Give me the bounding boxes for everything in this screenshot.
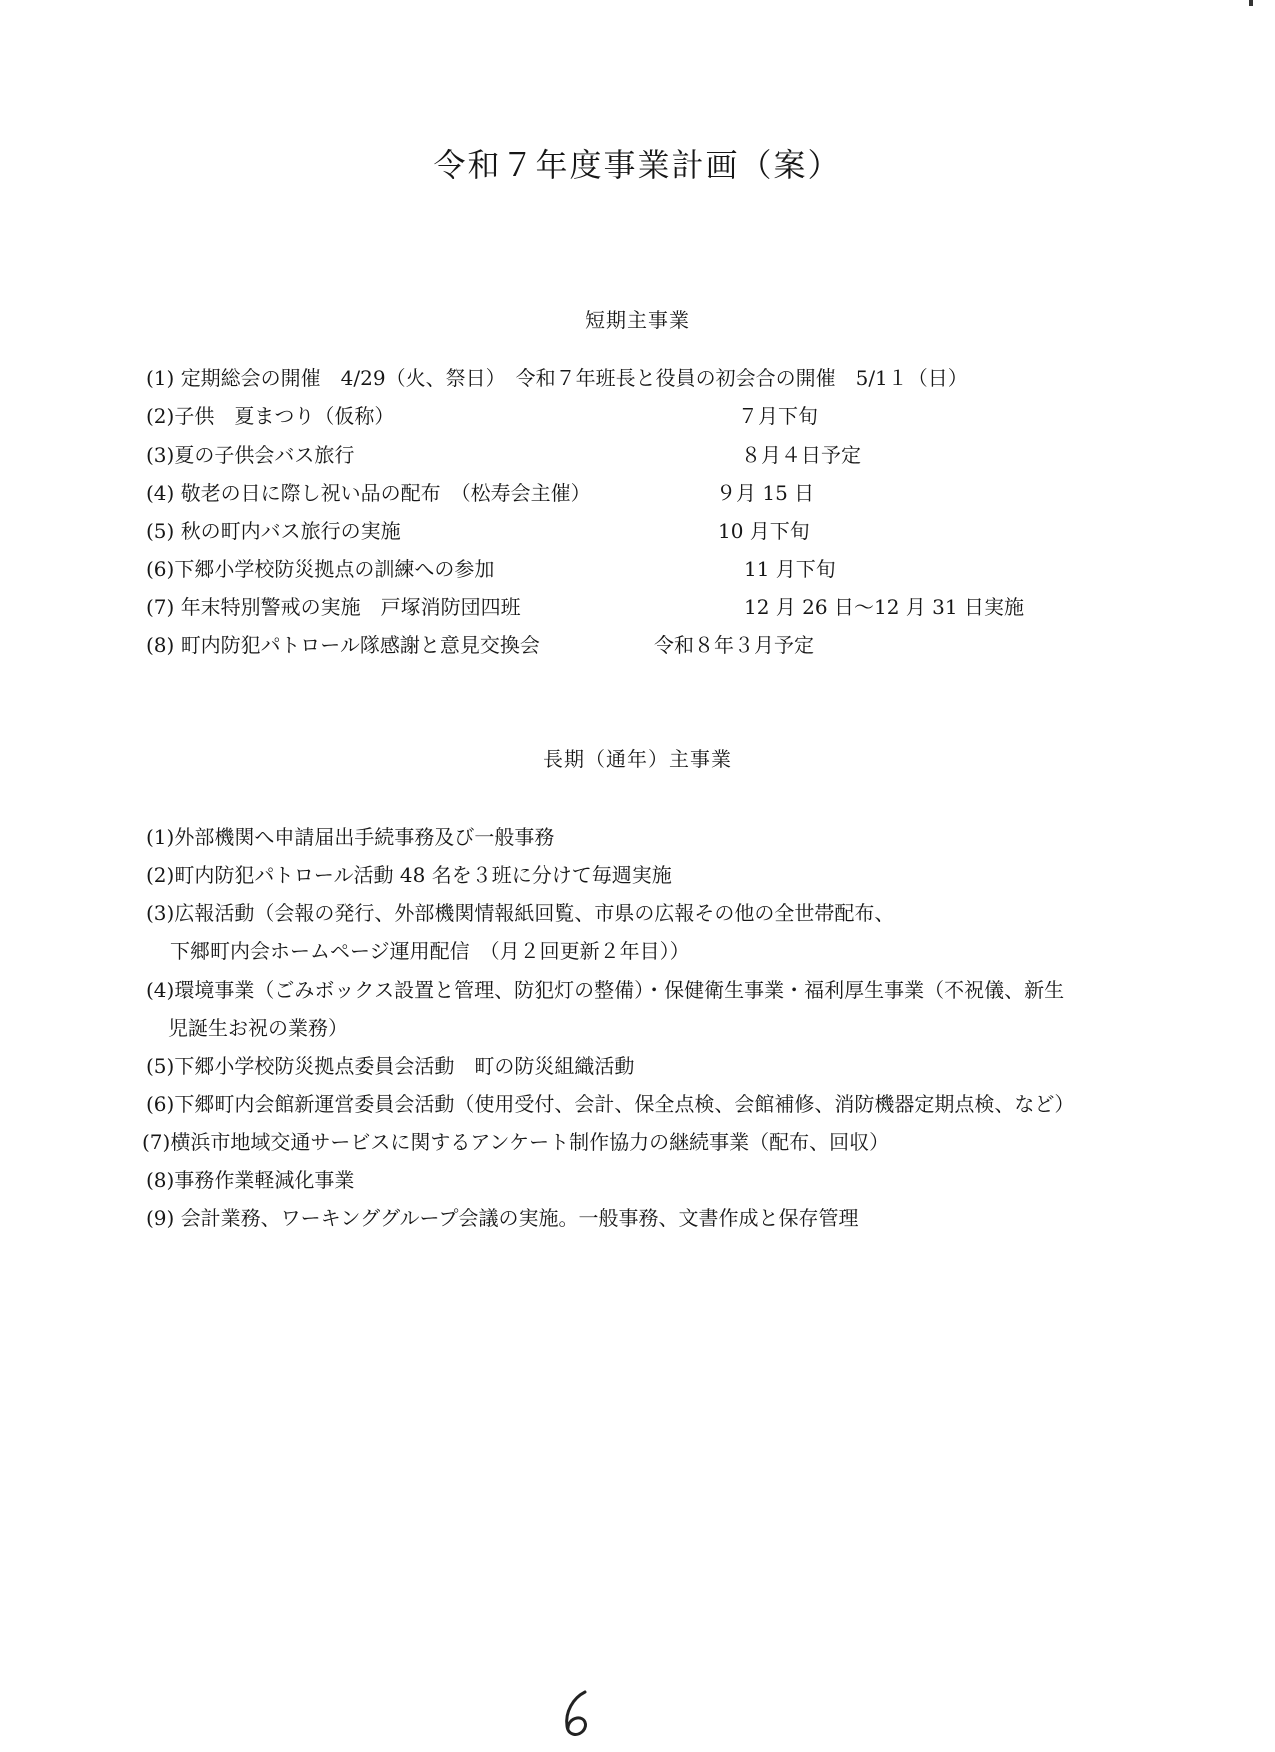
item-text: (6)下郷小学校防災拠点の訓練への参加 <box>146 557 495 581</box>
item-date: 令和８年３月予定 <box>654 633 814 657</box>
scan-edge-mark <box>1249 0 1253 6</box>
item-date: 12 月 26 日～12 月 31 日実施 <box>744 595 1024 619</box>
item-date: ８月４日予定 <box>741 443 861 467</box>
list-item: (9) 会計業務、ワーキンググループ会議の実施。一般事務、文書作成と保存管理 <box>146 1206 859 1230</box>
list-item: (6)下郷町内会館新運営委員会活動（使用受付、会計、保全点検、会館補修、消防機器定期点検、など） <box>146 1092 1075 1116</box>
list-item-continuation: 下郷町内会ホームページ運用配信 （月２回更新２年目）） <box>170 939 690 963</box>
item-text: (4) 敬老の日に際し祝い品の配布 （松寿会主催） <box>146 481 591 505</box>
page-title: 令和７年度事業計画（案） <box>433 146 842 184</box>
list-item-continuation: 児誕生お祝の業務） <box>168 1016 348 1040</box>
item-text: (8) 町内防犯パトロール隊感謝と意見交換会 <box>146 633 540 657</box>
handwritten-page-number <box>555 1688 600 1740</box>
short-term-heading: 短期主事業 <box>585 308 690 332</box>
item-text: (5) 秋の町内バス旅行の実施 <box>146 519 401 543</box>
list-item: (3)広報活動（会報の発行、外部機関情報紙回覧、市県の広報その他の全世帯配布、 <box>146 901 895 925</box>
item-date: 11 月下旬 <box>744 557 836 581</box>
list-item: (1)外部機関へ申請届出手続事務及び一般事務 <box>146 825 555 849</box>
list-item: (7)横浜市地域交通サービスに関するアンケート制作協力の継続事業（配布、回収） <box>142 1130 890 1154</box>
list-item: (5)下郷小学校防災拠点委員会活動 町の防災組織活動 <box>146 1054 635 1078</box>
long-term-heading: 長期（通年）主事業 <box>543 747 732 771</box>
item-text: (7) 年末特別警戒の実施 戸塚消防団四班 <box>146 595 521 619</box>
list-item: (4)環境事業（ごみボックス設置と管理、防犯灯の整備）・保健衛生事業・福利厚生事業（不祝儀、新生 <box>146 978 1065 1002</box>
item-text: (2)子供 夏まつり（仮称） <box>146 404 395 428</box>
item-text: (3)夏の子供会バス旅行 <box>146 443 355 467</box>
item-date: ７月下旬 <box>738 404 818 428</box>
list-item: (2)町内防犯パトロール活動 48 名を３班に分けて毎週実施 <box>146 863 672 887</box>
item-text: (1) 定期総会の開催 4/29（火、祭日） 令和７年班長と役員の初会合の開催 5/1１（日） <box>146 366 968 390</box>
item-date: ９月 15 日 <box>716 481 815 505</box>
list-item: (8)事務作業軽減化事業 <box>146 1168 355 1192</box>
item-date: 10 月下旬 <box>718 519 810 543</box>
